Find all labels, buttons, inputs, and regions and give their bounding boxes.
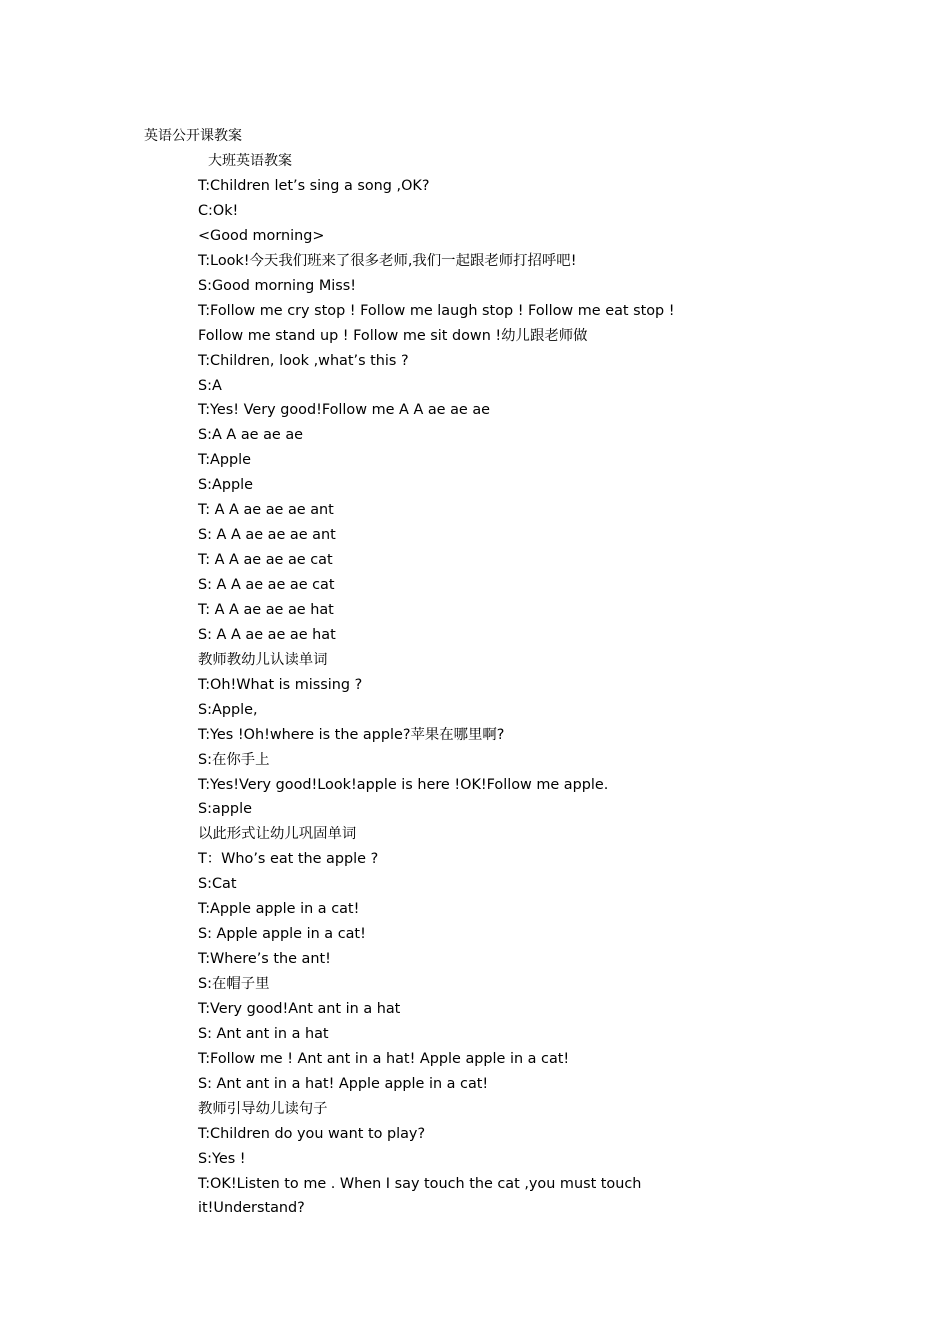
dialogue-line: T:Follow me ! Ant ant in a hat! Apple apple in a cat! [198,1050,570,1067]
dialogue-line: Follow me stand up ! Follow me sit down !幼儿跟老师做 [198,327,588,344]
dialogue-line: S: Ant ant in a hat [198,1025,329,1042]
dialogue-line: T:Very good!Ant ant in a hat [198,1000,401,1017]
dialogue-line: T: A A ae ae ae hat [198,601,334,618]
dialogue-line: T: A A ae ae ae ant [198,502,334,519]
dialogue-line: T:OK!Listen to me . When I say touch the cat ,you must touch [198,1175,642,1192]
dialogue-line: S:Apple [198,477,253,494]
dialogue-line: S:A A ae ae ae [198,427,303,444]
dialogue-line: T:Children let’s sing a song ,OK? [198,178,430,194]
dialogue-line: T:Look!今天我们班来了很多老师,我们一起跟老师打招呼吧! [198,252,577,269]
dialogue-line: T:Children do you want to play? [198,1125,426,1142]
dialogue-line: T: A A ae ae ae cat [198,552,333,569]
document-subtitle: 大班英语教案 [208,153,292,169]
dialogue-line: T:Yes! Very good!Follow me A A ae ae ae [198,402,491,419]
dialogue-line: 教师教幼儿认读单词 [198,651,328,668]
dialogue-line: T:Apple apple in a cat! [198,901,360,918]
dialogue-line: T:Where’s the ant! [198,951,331,968]
dialogue-line: S:apple [198,801,252,818]
lesson-dialogue [198,174,718,1221]
dialogue-line: <Good morning> [198,227,325,244]
dialogue-line: S: A A ae ae ae hat [198,626,336,643]
dialogue-line: T:Oh!What is missing ? [198,676,363,693]
dialogue-line: T:Yes!Very good!Look!apple is here !OK!Follow me apple. [198,776,609,793]
dialogue-line: T:Follow me cry stop ! Follow me laugh stop ! Follow me eat stop ! [198,302,675,319]
dialogue-line: S:A [198,377,222,394]
dialogue-line: S: Ant ant in a hat! Apple apple in a cat! [198,1075,489,1092]
dialogue-line: T:Children, look ,what’s this ? [198,352,409,369]
dialogue-line: 以此形式让幼儿巩固单词 [198,826,357,843]
dialogue-line: T：Who’s eat the apple ? [198,851,379,868]
dialogue-line: S:Good morning Miss! [198,277,357,294]
dialogue-line: S: A A ae ae ae ant [198,527,336,544]
dialogue-line: S:在你手上 [198,751,270,768]
dialogue-line: S: Apple apple in a cat! [198,926,366,943]
dialogue-line: T:Apple [198,452,252,469]
dialogue-line: T:Yes !Oh!where is the apple?苹果在哪里啊? [198,726,505,743]
dialogue-line: C:Ok! [198,202,239,219]
dialogue-line: S:Cat [198,876,237,893]
dialogue-line: S: A A ae ae ae cat [198,577,335,593]
dialogue-line: S:Apple, [198,701,258,718]
dialogue-line: S:在帽子里 [198,976,270,992]
dialogue-line: 教师引导幼儿读句子 [198,1100,328,1117]
dialogue-line: S:Yes ! [198,1150,246,1167]
dialogue-line: it!Understand? [198,1200,305,1217]
document-title: 英语公开课教案 [144,128,242,144]
